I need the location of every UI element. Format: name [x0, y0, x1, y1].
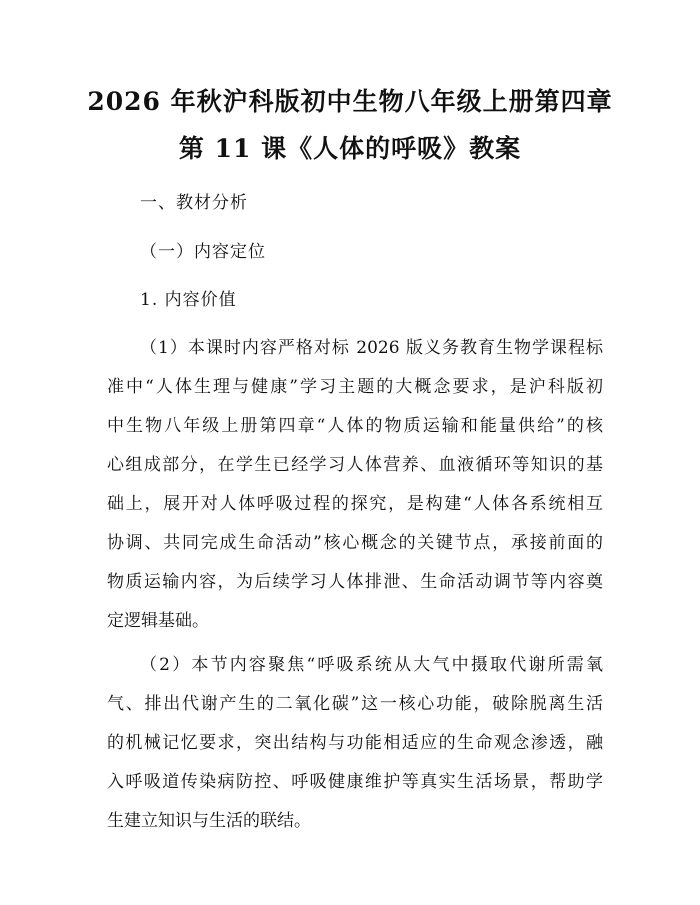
- paragraph-1-line: 物质运输内容，为后续学习人体排泄、生命活动调节等内容奠: [107, 572, 603, 592]
- paragraph-2-line: 气、排出代谢产生的二氧化碳”这一核心功能，破除脱离生活: [107, 694, 603, 714]
- paragraph-2-line: 的机械记忆要求，突出结构与功能相适应的生命观念渗透，融: [107, 733, 603, 753]
- document-title-line-2: 第 11 课《人体的呼吸》教案: [178, 134, 522, 163]
- paragraph-1-line: （1）本课时内容严格对标 2026 版义务教育生物学课程标: [140, 338, 603, 358]
- paragraph-2-line: 入呼吸道传染病防控、呼吸健康维护等真实生活场景，帮助学: [107, 772, 603, 792]
- subsection-heading-content-positioning: （一）内容定位: [140, 242, 266, 262]
- paragraph-1-line: 中生物八年级上册第四章“人体的物质运输和能量供给”的核: [107, 416, 603, 436]
- paragraph-2-line: 生建立知识与生活的联结。: [107, 811, 311, 831]
- paragraph-1-line: 定逻辑基础。: [107, 611, 209, 631]
- paragraph-1-line: 心组成部分，在学生已经学习人体营养、血液循环等知识的基: [107, 455, 603, 475]
- section-heading-teaching-material-analysis: 一、教材分析: [140, 193, 248, 213]
- paragraph-1-line: 准中“人体生理与健康”学习主题的大概念要求，是沪科版初: [107, 377, 603, 397]
- paragraph-2-line: （2）本节内容聚焦“呼吸系统从大气中摄取代谢所需氧: [140, 655, 603, 675]
- paragraph-1-line: 协调、共同完成生命活动”核心概念的关键节点，承接前面的: [107, 533, 603, 553]
- subsection-heading-content-value: 1. 内容价值: [140, 290, 237, 310]
- document-title-line-1: 2026 年秋沪科版初中生物八年级上册第四章: [87, 87, 613, 116]
- paragraph-1-line: 础上，展开对人体呼吸过程的探究，是构建“人体各系统相互: [107, 494, 603, 514]
